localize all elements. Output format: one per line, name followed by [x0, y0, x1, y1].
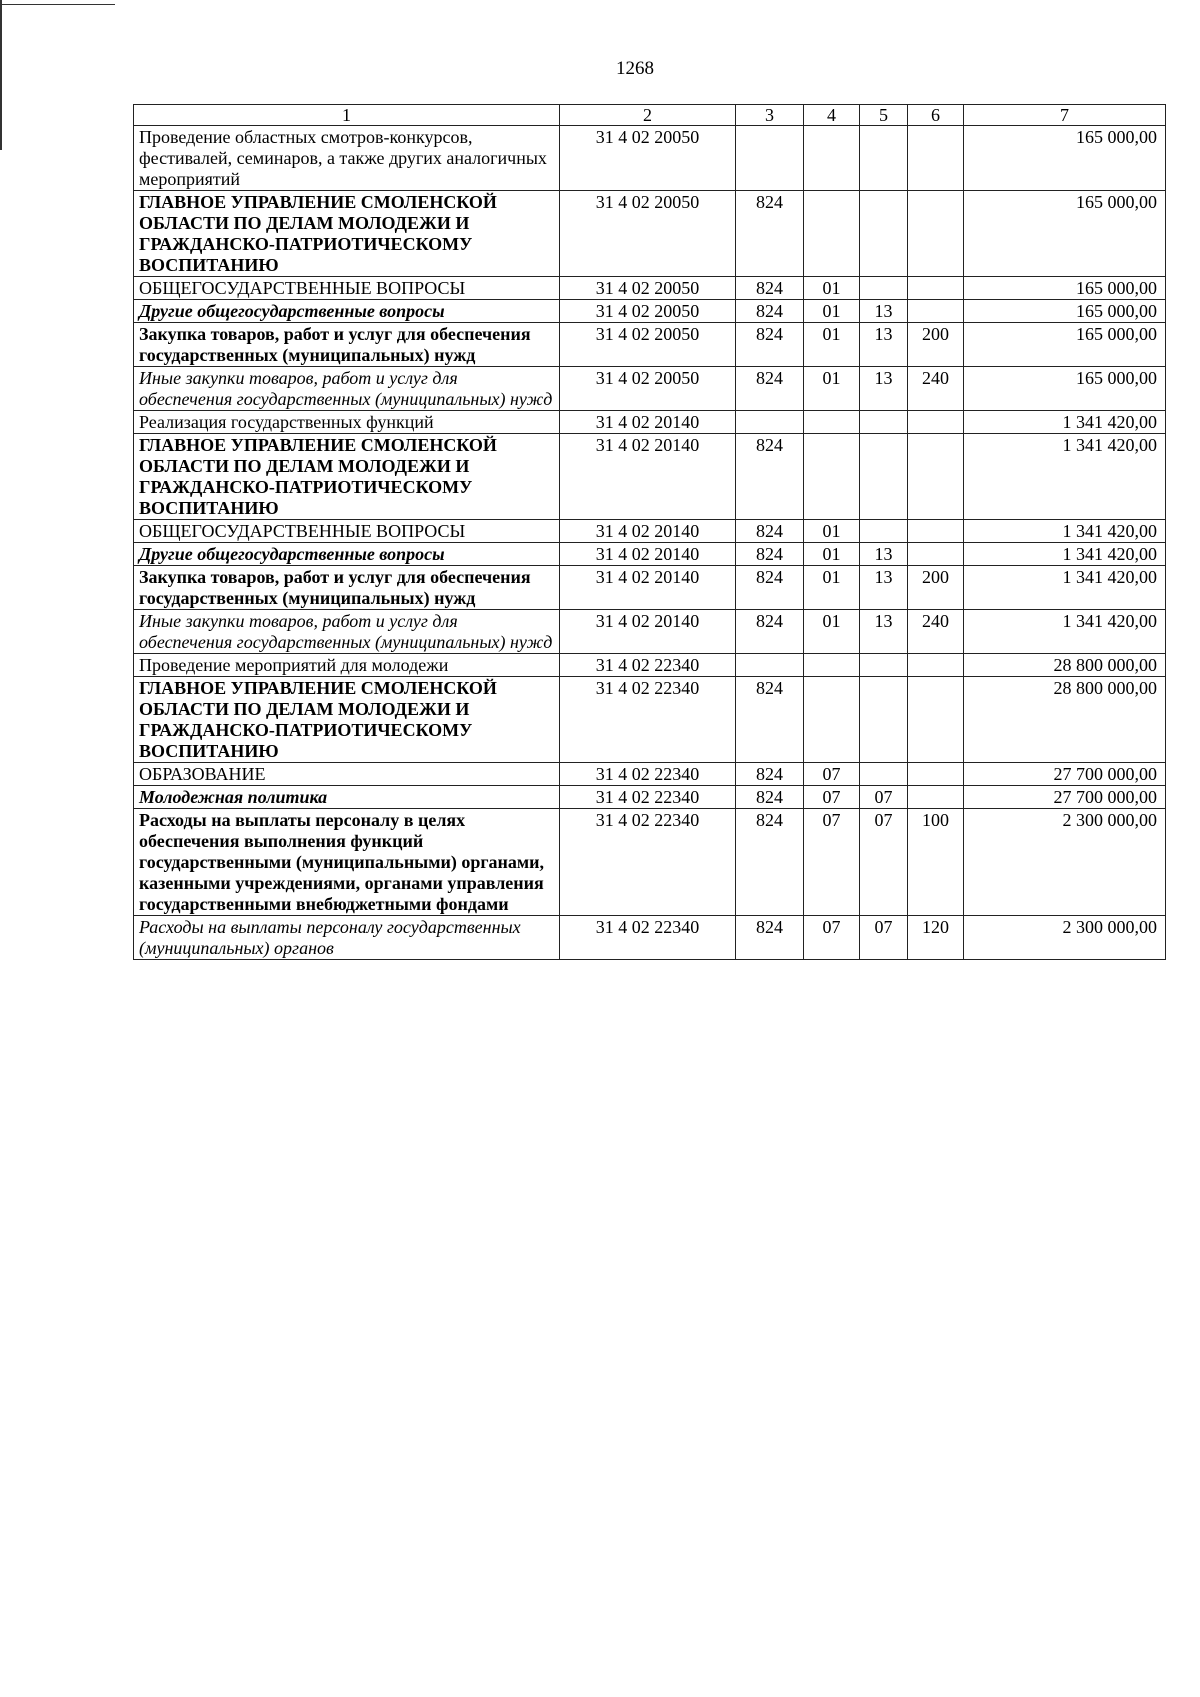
- ministry-code-cell: [736, 411, 804, 434]
- expense-type-cell: [908, 654, 964, 677]
- table-row: [134, 367, 1166, 411]
- amount-cell: 165 000,00: [964, 323, 1166, 367]
- row-name-cell: Молодежная политика: [134, 786, 560, 809]
- subsection-code-cell: 13: [860, 323, 908, 367]
- scan-corner-mark: [0, 0, 115, 5]
- amount-cell: 165 000,00: [964, 367, 1166, 411]
- amount-cell: 1 341 420,00: [964, 434, 1166, 520]
- subsection-code-cell: 13: [860, 566, 908, 610]
- row-name-cell: Реализация государственных функций: [134, 411, 560, 434]
- subsection-code-cell: 13: [860, 300, 908, 323]
- target-code-cell: 31 4 02 22340: [560, 654, 736, 677]
- amount-cell: 1 341 420,00: [964, 411, 1166, 434]
- subsection-code-cell: [860, 277, 908, 300]
- expense-type-cell: 200: [908, 566, 964, 610]
- expense-type-cell: 120: [908, 916, 964, 960]
- amount-cell: 1 341 420,00: [964, 543, 1166, 566]
- subsection-code-cell: [860, 411, 908, 434]
- ministry-code-cell: 824: [736, 191, 804, 277]
- ministry-code-cell: 824: [736, 367, 804, 411]
- row-name-cell: Другие общегосударственные вопросы: [134, 300, 560, 323]
- table-row: [134, 610, 1166, 654]
- amount-cell: 27 700 000,00: [964, 763, 1166, 786]
- subsection-code-cell: 07: [860, 809, 908, 916]
- budget-table: [133, 104, 1166, 960]
- target-code-cell: 31 4 02 22340: [560, 677, 736, 763]
- ministry-code-cell: 824: [736, 786, 804, 809]
- table-row: [134, 434, 1166, 520]
- target-code-cell: 31 4 02 20140: [560, 434, 736, 520]
- section-code-cell: [804, 677, 860, 763]
- section-code-cell: [804, 126, 860, 191]
- expense-type-cell: [908, 677, 964, 763]
- header-cell-5: 5: [860, 105, 908, 126]
- subsection-code-cell: [860, 434, 908, 520]
- target-code-cell: 31 4 02 22340: [560, 786, 736, 809]
- amount-cell: 165 000,00: [964, 277, 1166, 300]
- target-code-cell: 31 4 02 20140: [560, 520, 736, 543]
- subsection-code-cell: [860, 520, 908, 543]
- ministry-code-cell: 824: [736, 300, 804, 323]
- header-cell-1: 1: [134, 105, 560, 126]
- ministry-code-cell: [736, 126, 804, 191]
- section-code-cell: 01: [804, 323, 860, 367]
- section-code-cell: 01: [804, 543, 860, 566]
- table-row: [134, 543, 1166, 566]
- row-name-cell: ОБЩЕГОСУДАРСТВЕННЫЕ ВОПРОСЫ: [134, 520, 560, 543]
- row-name-cell: ОБЩЕГОСУДАРСТВЕННЫЕ ВОПРОСЫ: [134, 277, 560, 300]
- page-number: 1268: [616, 58, 654, 79]
- target-code-cell: 31 4 02 20050: [560, 300, 736, 323]
- subsection-code-cell: [860, 763, 908, 786]
- expense-type-cell: [908, 300, 964, 323]
- target-code-cell: 31 4 02 20140: [560, 566, 736, 610]
- subsection-code-cell: [860, 191, 908, 277]
- target-code-cell: 31 4 02 22340: [560, 916, 736, 960]
- row-name-cell: Иные закупки товаров, работ и услуг для обеспечения государственных (муниципальных) нужд: [134, 610, 560, 654]
- section-code-cell: 01: [804, 520, 860, 543]
- amount-cell: 27 700 000,00: [964, 786, 1166, 809]
- subsection-code-cell: 07: [860, 916, 908, 960]
- ministry-code-cell: 824: [736, 763, 804, 786]
- target-code-cell: 31 4 02 20050: [560, 323, 736, 367]
- target-code-cell: 31 4 02 20140: [560, 610, 736, 654]
- row-name-cell: ОБРАЗОВАНИЕ: [134, 763, 560, 786]
- table-row: [134, 677, 1166, 763]
- expense-type-cell: [908, 520, 964, 543]
- subsection-code-cell: 07: [860, 786, 908, 809]
- expense-type-cell: 200: [908, 323, 964, 367]
- amount-cell: 1 341 420,00: [964, 520, 1166, 543]
- header-cell-6: 6: [908, 105, 964, 126]
- table-row: [134, 520, 1166, 543]
- budget-table-body: [134, 105, 1166, 960]
- ministry-code-cell: 824: [736, 610, 804, 654]
- target-code-cell: 31 4 02 22340: [560, 809, 736, 916]
- table-row: [134, 566, 1166, 610]
- header-cell-2: 2: [560, 105, 736, 126]
- ministry-code-cell: 824: [736, 916, 804, 960]
- section-code-cell: 01: [804, 277, 860, 300]
- subsection-code-cell: 13: [860, 610, 908, 654]
- subsection-code-cell: 13: [860, 367, 908, 411]
- row-name-cell: Иные закупки товаров, работ и услуг для обеспечения государственных (муниципальных) нужд: [134, 367, 560, 411]
- header-cell-3: 3: [736, 105, 804, 126]
- row-name-cell: Проведение областных смотров-конкурсов, фестивалей, семинаров, а также других аналогичных мероприятий: [134, 126, 560, 191]
- section-code-cell: [804, 434, 860, 520]
- table-row: [134, 411, 1166, 434]
- ministry-code-cell: 824: [736, 520, 804, 543]
- amount-cell: 28 800 000,00: [964, 677, 1166, 763]
- expense-type-cell: [908, 786, 964, 809]
- header-cell-4: 4: [804, 105, 860, 126]
- section-code-cell: [804, 411, 860, 434]
- section-code-cell: [804, 191, 860, 277]
- section-code-cell: 07: [804, 763, 860, 786]
- section-code-cell: 07: [804, 809, 860, 916]
- amount-cell: 165 000,00: [964, 126, 1166, 191]
- expense-type-cell: [908, 434, 964, 520]
- amount-cell: 165 000,00: [964, 191, 1166, 277]
- ministry-code-cell: 824: [736, 434, 804, 520]
- target-code-cell: 31 4 02 20050: [560, 367, 736, 411]
- expense-type-cell: [908, 763, 964, 786]
- target-code-cell: 31 4 02 22340: [560, 763, 736, 786]
- header-cell-7: 7: [964, 105, 1166, 126]
- row-name-cell: Другие общегосударственные вопросы: [134, 543, 560, 566]
- table-row: [134, 191, 1166, 277]
- subsection-code-cell: [860, 126, 908, 191]
- table-row: [134, 323, 1166, 367]
- table-row: [134, 786, 1166, 809]
- section-code-cell: 01: [804, 566, 860, 610]
- ministry-code-cell: 824: [736, 323, 804, 367]
- amount-cell: 1 341 420,00: [964, 566, 1166, 610]
- row-name-cell: Закупка товаров, работ и услуг для обеспечения государственных (муниципальных) нужд: [134, 566, 560, 610]
- ministry-code-cell: 824: [736, 277, 804, 300]
- row-name-cell: ГЛАВНОЕ УПРАВЛЕНИЕ СМОЛЕНСКОЙ ОБЛАСТИ ПО ДЕЛАМ МОЛОДЕЖИ И ГРАЖДАНСКО-ПАТРИОТИЧЕСКОМУ ВОСПИТАНИЮ: [134, 191, 560, 277]
- amount-cell: 28 800 000,00: [964, 654, 1166, 677]
- amount-cell: 2 300 000,00: [964, 916, 1166, 960]
- target-code-cell: 31 4 02 20050: [560, 277, 736, 300]
- ministry-code-cell: 824: [736, 809, 804, 916]
- section-code-cell: 07: [804, 786, 860, 809]
- ministry-code-cell: 824: [736, 677, 804, 763]
- amount-cell: 1 341 420,00: [964, 610, 1166, 654]
- table-row: [134, 763, 1166, 786]
- table-row: [134, 654, 1166, 677]
- ministry-code-cell: 824: [736, 543, 804, 566]
- expense-type-cell: [908, 543, 964, 566]
- amount-cell: 165 000,00: [964, 300, 1166, 323]
- row-name-cell: Расходы на выплаты персоналу государственных (муниципальных) органов: [134, 916, 560, 960]
- target-code-cell: 31 4 02 20050: [560, 191, 736, 277]
- expense-type-cell: [908, 191, 964, 277]
- expense-type-cell: 240: [908, 610, 964, 654]
- table-header-row: [134, 105, 1166, 126]
- section-code-cell: 01: [804, 367, 860, 411]
- row-name-cell: ГЛАВНОЕ УПРАВЛЕНИЕ СМОЛЕНСКОЙ ОБЛАСТИ ПО ДЕЛАМ МОЛОДЕЖИ И ГРАЖДАНСКО-ПАТРИОТИЧЕСКОМУ ВОСПИТАНИЮ: [134, 677, 560, 763]
- expense-type-cell: [908, 277, 964, 300]
- expense-type-cell: 240: [908, 367, 964, 411]
- row-name-cell: Проведение мероприятий для молодежи: [134, 654, 560, 677]
- section-code-cell: 01: [804, 610, 860, 654]
- amount-cell: 2 300 000,00: [964, 809, 1166, 916]
- target-code-cell: 31 4 02 20140: [560, 411, 736, 434]
- section-code-cell: 01: [804, 300, 860, 323]
- row-name-cell: Расходы на выплаты персоналу в целях обеспечения выполнения функций государственными (муниципальными) органами, казенными учреждениями, органами управления государственными внебюджетными фондами: [134, 809, 560, 916]
- ministry-code-cell: [736, 654, 804, 677]
- expense-type-cell: 100: [908, 809, 964, 916]
- subsection-code-cell: [860, 677, 908, 763]
- table-row: [134, 809, 1166, 916]
- table-row: [134, 277, 1166, 300]
- target-code-cell: 31 4 02 20050: [560, 126, 736, 191]
- table-row: [134, 916, 1166, 960]
- table-row: [134, 300, 1166, 323]
- section-code-cell: 07: [804, 916, 860, 960]
- subsection-code-cell: 13: [860, 543, 908, 566]
- subsection-code-cell: [860, 654, 908, 677]
- table-row: [134, 126, 1166, 191]
- target-code-cell: 31 4 02 20140: [560, 543, 736, 566]
- expense-type-cell: [908, 411, 964, 434]
- expense-type-cell: [908, 126, 964, 191]
- row-name-cell: Закупка товаров, работ и услуг для обеспечения государственных (муниципальных) нужд: [134, 323, 560, 367]
- row-name-cell: ГЛАВНОЕ УПРАВЛЕНИЕ СМОЛЕНСКОЙ ОБЛАСТИ ПО ДЕЛАМ МОЛОДЕЖИ И ГРАЖДАНСКО-ПАТРИОТИЧЕСКОМУ ВОСПИТАНИЮ: [134, 434, 560, 520]
- section-code-cell: [804, 654, 860, 677]
- ministry-code-cell: 824: [736, 566, 804, 610]
